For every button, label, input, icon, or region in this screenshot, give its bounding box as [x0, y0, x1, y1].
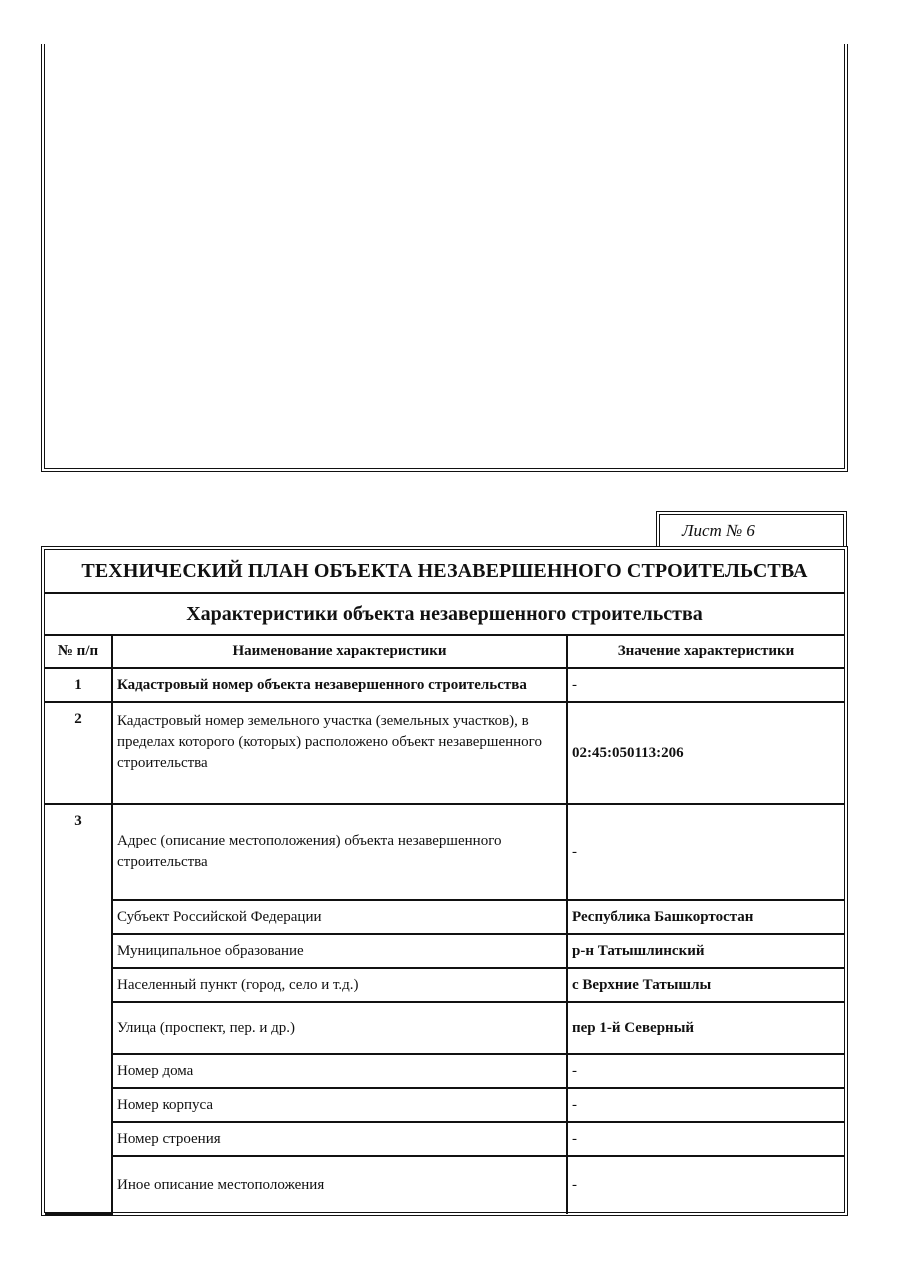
address-row-name: Муниципальное образование: [112, 934, 567, 968]
address-row-name: Населенный пункт (город, село и т.д.): [112, 968, 567, 1002]
table-row: [45, 702, 844, 804]
header-name: Наименование характеристики: [112, 636, 567, 668]
section-title: Характеристики объекта незавершенного строительства: [45, 594, 844, 636]
address-row-name: Иное описание местоположения: [112, 1156, 567, 1214]
upper-drawing-frame: [41, 44, 848, 472]
row-num: 2: [45, 702, 112, 804]
address-row: [45, 1002, 844, 1054]
table-row: [45, 804, 844, 900]
plan-title: ТЕХНИЧЕСКИЙ ПЛАН ОБЪЕКТА НЕЗАВЕРШЕННОГО СТРОИТЕЛЬСТВА: [45, 550, 844, 594]
address-row-value: -: [567, 1122, 844, 1156]
row-name: Кадастровый номер земельного участка (земельных участков), в пределах которого (которых) расположено объект незавершенного строительства: [112, 702, 567, 804]
characteristics-table: [45, 636, 844, 1215]
address-row-name: Номер дома: [112, 1054, 567, 1088]
header-value: Значение характеристики: [567, 636, 844, 668]
row-name: Кадастровый номер объекта незавершенного строительства: [112, 668, 567, 702]
row-num: 1: [45, 668, 112, 702]
row-value: -: [567, 668, 844, 702]
table-row: [45, 668, 844, 702]
address-row-name: Субъект Российской Федерации: [112, 900, 567, 934]
address-row: [45, 1122, 844, 1156]
address-row-value: -: [567, 1156, 844, 1214]
address-row-value: с Верхние Татышлы: [567, 968, 844, 1002]
address-row-value: -: [567, 1088, 844, 1122]
address-row-value: -: [567, 1054, 844, 1088]
table-header-row: [45, 636, 844, 668]
address-row-value: пер 1-й Северный: [567, 1002, 844, 1054]
address-row: [45, 934, 844, 968]
address-row: [45, 968, 844, 1002]
address-row-name: Номер корпуса: [112, 1088, 567, 1122]
address-row: [45, 1088, 844, 1122]
characteristics-frame: [41, 546, 848, 1216]
address-row-value: р-н Татышлинский: [567, 934, 844, 968]
address-row: [45, 1156, 844, 1214]
sheet-number-box: [656, 511, 847, 547]
header-num: № п/п: [45, 636, 112, 668]
address-row-value: Республика Башкортостан: [567, 900, 844, 934]
row-name: Адрес (описание местоположения) объекта незавершенного строительства: [112, 804, 567, 900]
row-num: 3: [45, 804, 112, 1214]
address-row-name: Номер строения: [112, 1122, 567, 1156]
address-row-name: Улица (проспект, пер. и др.): [112, 1002, 567, 1054]
row-value: 02:45:050113:206: [567, 702, 844, 804]
address-row: [45, 900, 844, 934]
row-value: -: [567, 804, 844, 900]
address-row: [45, 1054, 844, 1088]
sheet-number: Лист № 6: [682, 521, 755, 540]
